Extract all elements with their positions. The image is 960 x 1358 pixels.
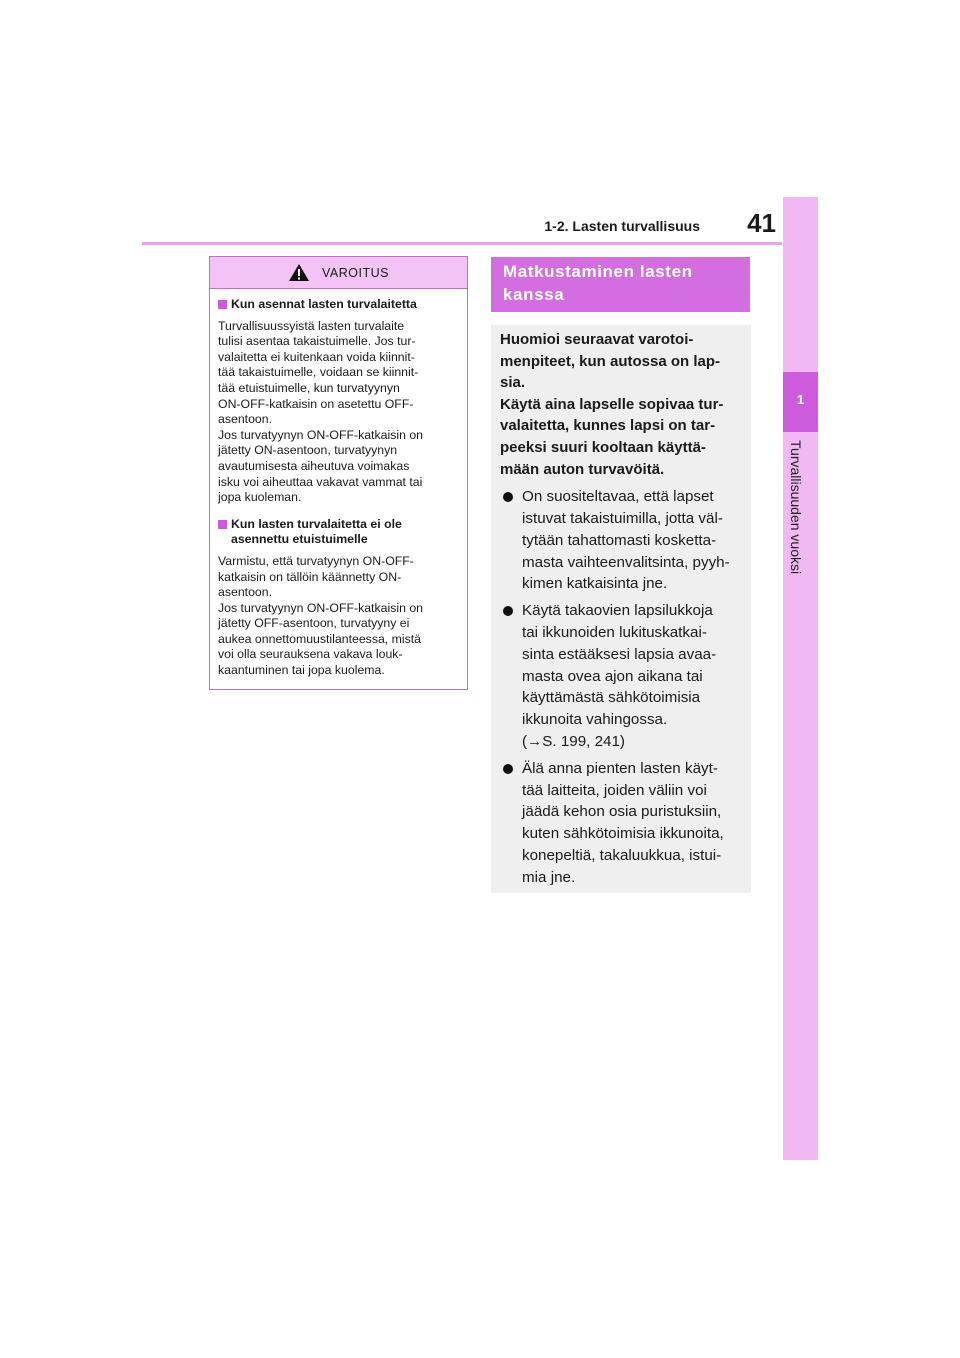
warning-title: VAROITUS xyxy=(322,265,389,280)
warning-subheading: Kun asennat lasten turvalaitetta xyxy=(218,297,459,313)
warning-triangle-icon xyxy=(288,263,310,282)
list-item: Käytä takaovien lapsilukkoja tai ikkunoiden lukituskatkai- sinta estääksesi lapsia avaa- masta ovea ajon aikana tai käyttämästä sähkötoimisia ikkunoita vahingossa. (→S. 199, 241) xyxy=(500,600,742,753)
warning-box xyxy=(209,256,468,690)
warning-paragraph: Varmistu, että turvatyynyn ON-OFF- katkaisin on tällöin käännetty ON- asentoon. Jos turvatyynyn ON-OFF-katkaisin on jätetty OFF-asentoon, turvatyyny ei aukea onnettomuustilanteessa, mistä voi olla seurauksena vakava louk- kaantuminen tai jopa kuolema. xyxy=(218,553,424,678)
info-box xyxy=(491,325,751,893)
chapter-number: 1 xyxy=(796,392,805,407)
square-bullet-icon xyxy=(218,520,227,529)
warning-body xyxy=(210,289,467,679)
warning-paragraph: Turvallisuussyistä lasten turvalaite tulisi asentaa takaistuimelle. Jos tur- valaitetta ei kuitenkaan voida kiinnit- tää takaistuimelle, voidaan se kiinnit- tää etuistuimelle, kun turvatyynyn ON-OFF-katkaisin on asetettu OFF- asentoon. Jos turvatyynyn ON-OFF-katkaisin on jätetty ON-asentoon, turvatyynyn avautumisesta aiheutuva voimakas isku voi aiheuttaa vakavat vammat tai jopa kuoleman. xyxy=(218,318,424,505)
bullet-dot-icon xyxy=(503,492,513,502)
bullet-dot-icon xyxy=(503,764,513,774)
list-item: Älä anna pienten lasten käyt- tää laitteita, joiden väliin voi jäädä kehon osia puristuksiin, kuten sähkötoimisia ikkunoita, konepeltiä, takaluukkua, istui- mia jne. xyxy=(500,758,742,889)
warning-subheading: Kun lasten turvalaitetta ei ole asennettu etuistuimelle xyxy=(218,517,459,548)
intro-text: Huomioi seuraavat varotoi- menpiteet, kun autossa on lap- sia. Käytä aina lapselle sopivaa tur- valaitetta, kunnes lapsi on tar- peeksi suuri kooltaan käyttä- mään auton turvavöitä. xyxy=(500,331,724,478)
chapter-title: Turvallisuuden vuoksi xyxy=(788,440,804,575)
square-bullet-icon xyxy=(218,300,227,309)
bullet-dot-icon xyxy=(503,606,513,616)
section-heading: 1-2. Lasten turvallisuus xyxy=(544,218,700,234)
list-item: On suositeltavaa, että lapset istuvat takaistuimilla, jotta väl- tytään tahattomasti kosketta- masta vaihteenvalitsinta, pyyh- kimen katkaisinta jne. xyxy=(500,486,742,595)
section-title: Matkustaminen lasten kanssa xyxy=(491,257,750,312)
page-number: 41 xyxy=(747,208,776,238)
header-rule xyxy=(142,242,782,245)
warning-header xyxy=(210,257,467,289)
chapter-side-tab xyxy=(783,197,818,1160)
